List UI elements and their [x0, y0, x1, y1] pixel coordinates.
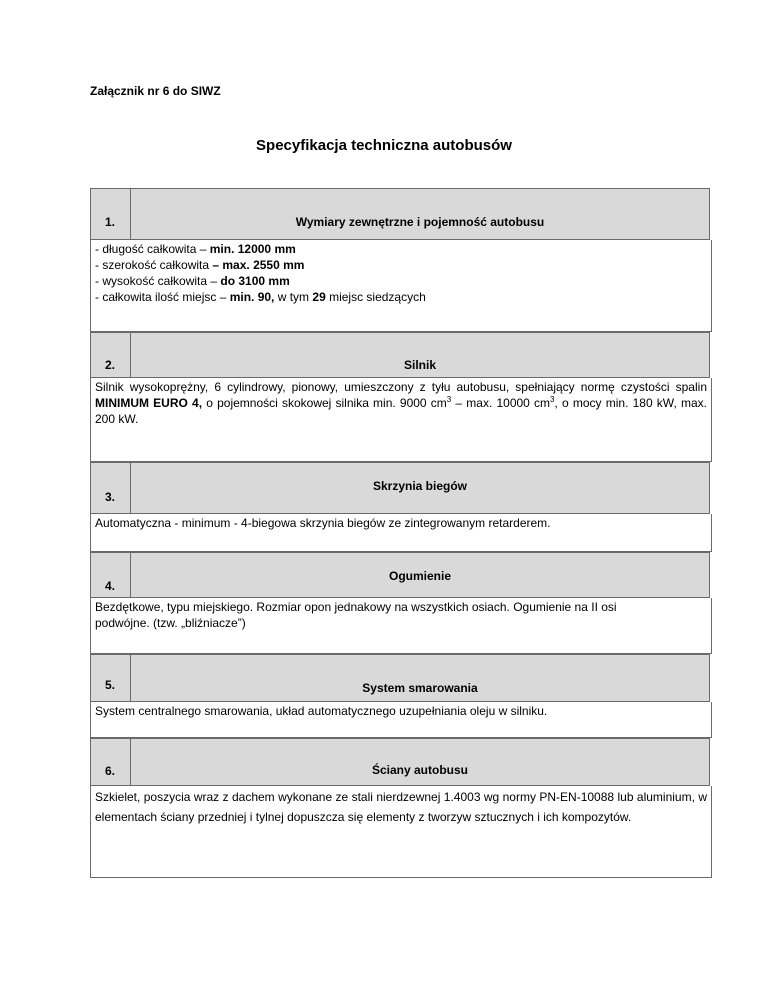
- section-3-header: [90, 462, 710, 514]
- section-1-number: 1.: [105, 215, 116, 229]
- section-1-header: [90, 188, 710, 240]
- section-6-heading: Ściany autobusu: [371, 763, 469, 777]
- section-5-body: System centralnego smarowania, układ automatycznego uzupełniania oleju w silniku.: [90, 702, 712, 738]
- section-1-number-cell: [91, 189, 131, 239]
- section-3-number-cell: [91, 463, 131, 513]
- section-4-body: Bezdętkowe, typu miejskiego. Rozmiar opon jednakowy na wszystkich osiach. Ogumienie na II osi podwójne. (tzw. „bliźniacze”): [90, 598, 712, 654]
- section-2-body: Silnik wysokoprężny, 6 cylindrowy, pionowy, umieszczony z tyłu autobusu, spełniający normę czystości spalin MINIMUM EURO 4, o pojemności skokowej silnika min. 9000 $cm^3$ – max. 10000 $cm^3$, o mocy min. 180 kW, max. 200 kW.: [90, 378, 712, 462]
- section-3-body: Automatyczna - minimum - 4-biegowa skrzynia biegów ze zintegrowanym retarderem.: [90, 514, 712, 552]
- document-title: Specyfikacja techniczna autobusów: [256, 137, 512, 154]
- section-2-header: [90, 332, 710, 378]
- section-5-header: [90, 654, 710, 702]
- section-4-number-cell: [91, 553, 131, 597]
- section-4-heading: Ogumienie: [388, 569, 451, 583]
- section-2-number: 2.: [105, 358, 116, 372]
- spec-line: - długość całkowita – min. 12000 mm: [95, 242, 296, 256]
- section-6-body: Szkielet, poszycia wraz z dachem wykonane ze stali nierdzewnej 1.4003 wg normy PN-EN-10088 lub aluminium, w elementach ściany przedniej i tylnej dopuszcza się elementy z tworzyw sztucznych i ich kompozytów.: [90, 786, 712, 878]
- annex-label: Załącznik nr 6 do SIWZ: [90, 84, 221, 98]
- section-3-number: 3.: [105, 490, 116, 504]
- spec-line: - wysokość całkowita – do 3100 mm: [95, 274, 290, 288]
- section-3-heading: Skrzynia biegów: [372, 479, 468, 493]
- spec-line: - szerokość całkowita – max. 2550 mm: [95, 258, 305, 272]
- spec-line: - całkowita ilość miejsc – min. 90, w tym 29 miejsc siedzących: [95, 290, 426, 304]
- section-4-header: [90, 552, 710, 598]
- section-1-heading: Wymiary zewnętrzne i pojemność autobusu: [295, 215, 545, 229]
- section-6-header: [90, 738, 710, 786]
- section-4-number: 4.: [105, 579, 116, 593]
- section-1-body: [90, 240, 712, 332]
- section-6-number: 6.: [105, 764, 116, 778]
- section-2-heading: Silnik: [403, 358, 436, 372]
- section-5-number: 5.: [105, 678, 116, 692]
- section-2-number-cell: [91, 333, 131, 377]
- section-6-number-cell: [91, 739, 131, 785]
- section-5-number-cell: [91, 655, 131, 701]
- section-5-heading: System smarowania: [362, 681, 478, 695]
